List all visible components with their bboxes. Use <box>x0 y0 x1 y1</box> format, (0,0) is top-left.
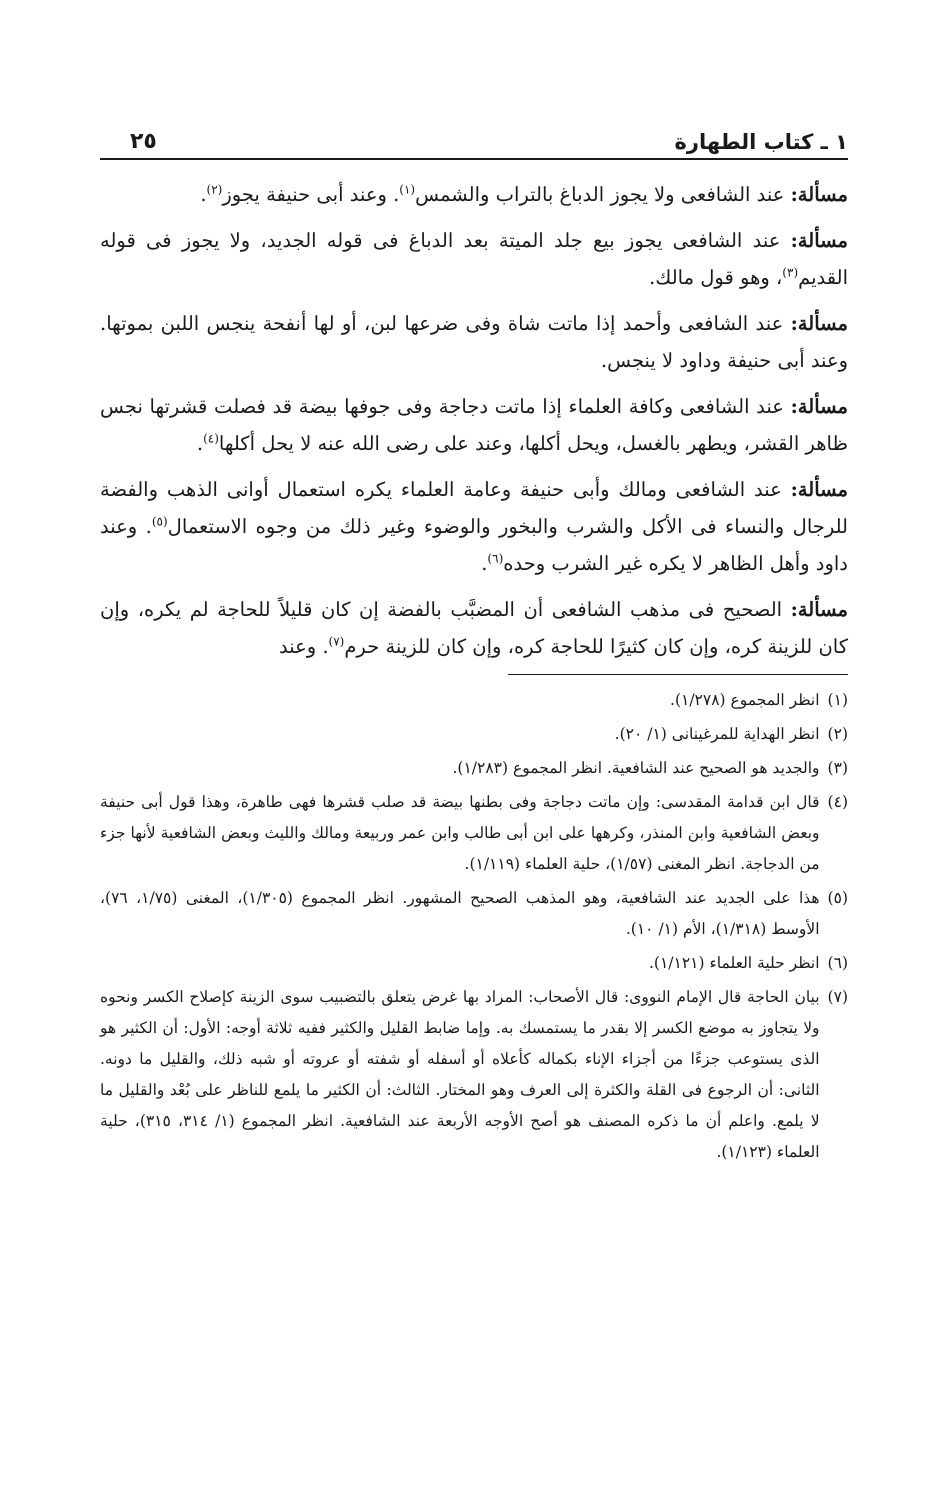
footnote <box>100 753 848 784</box>
paragraph <box>100 388 848 462</box>
footnote-number: (٣) <box>827 759 848 777</box>
footnote-ref[interactable]: (٧) <box>328 634 345 649</box>
footnote-text: هذا على الجديد عند الشافعية، وهو المذهب الصحيح المشهور. انظر المجموع (١/٣٠٥)، المغنى (١/٧٥، ٧٦)، الأوسط (١/٣١٨)، الأم (١/ ١٠). <box>100 889 820 938</box>
paragraph-text: الصحيح فى مذهب الشافعى أن المضبَّب بالفضة إن كان قليلاً للحاجة لم يكره، وإن كان للزينة كره، وإن كان كثيرًا للحاجة كره، وإن كان للزينة حرم <box>100 598 848 658</box>
paragraph-text: عند الشافعى يجوز بيع جلد الميتة بعد الدباغ فى قوله الجديد، ولا يجوز فى قوله القديم <box>100 229 848 289</box>
issue-label: مسألة: <box>790 183 848 206</box>
issue-label: مسألة: <box>790 598 848 621</box>
issue-label: مسألة: <box>790 312 848 335</box>
paragraph-text: عند الشافعى وأحمد إذا ماتت شاة وفى ضرعها لبن، أو لها أنفحة ينجس اللبن بموتها. وعند أبى حنيفة وداود لا ينجس. <box>100 312 848 372</box>
footnote <box>100 787 848 880</box>
footnote-divider <box>508 674 848 675</box>
paragraph <box>100 305 848 379</box>
footnote <box>100 982 848 1168</box>
footnote-number: (٤) <box>827 793 848 811</box>
footnote-ref[interactable]: (١) <box>399 182 416 197</box>
footnote-number: (١) <box>827 691 848 709</box>
paragraph-text: . وعند أبى حنيفة يجوز <box>222 183 400 206</box>
footnote-ref[interactable]: (٥) <box>151 514 168 529</box>
paragraph <box>100 471 848 582</box>
footnote-text: انظر حلية العلماء (١/١٢١). <box>649 954 820 972</box>
paragraph-text: ، وهو قول مالك. <box>649 266 783 289</box>
footnote-text: بيان الحاجة قال الإمام النووى: قال الأصحاب: المراد بها غرض يتعلق بالتضبيب سوى الزينة كإصلاح الكسر ونحوه ولا يتجاوز به موضع الكسر إلا بقدر ما يستمسك به. وإما ضابط القليل والكثير ففيه ثلاثة أوجه: الأول: أن الكثير هو الذى يستوعب جزءًا من أجزاء الإناء بكماله كأعلاه أو أسفله أو شفته أو عروته أو شبه ذلك، والقليل ما دونه. الثانى: أن الرجوع فى القلة والكثرة إلى العرف وهو المختار. الثالث: أن الكثير ما يلمع للناظر على بُعْد والقليل ما لا يلمع. واعلم أن ما ذكره المصنف هو أصح الأوجه الأربعة عند الشافعية. انظر المجموع (١/ ٣١٤، ٣١٥)، حلية العلماء (١/١٢٣). <box>100 988 820 1161</box>
issue-label: مسألة: <box>790 229 848 252</box>
page-number: ٢٥ <box>130 129 157 154</box>
footnote <box>100 883 848 945</box>
paragraph <box>100 176 848 213</box>
page-header <box>100 118 848 160</box>
footnote <box>100 948 848 979</box>
footnote-ref[interactable]: (٦) <box>487 551 504 566</box>
footnote-text: انظر المجموع (١/٢٧٨). <box>670 691 820 709</box>
footnote <box>100 719 848 750</box>
footnote-text: قال ابن قدامة المقدسى: وإن ماتت دجاجة وفى بطنها بيضة قد صلب قشرها فهى طاهرة، وهذا قول أبى حنيفة وبعض الشافعية وابن المنذر، وكرهها على ابن أبى طالب وابن عمر وربيعة ومالك والليث وبعض الشافعية لأنها جزء من الدجاجة. انظر المغنى (١/٥٧)، حلية العلماء (١/١١٩). <box>100 793 820 873</box>
footnotes <box>100 685 848 1168</box>
paragraph-text: عند الشافعى ومالك وأبى حنيفة وعامة العلماء يكره استعمال أوانى الذهب والفضة للرجال والنساء فى الأكل والشرب والبخور والوضوء وغير ذلك من وجوه الاستعمال <box>100 478 848 538</box>
paragraph-text: عند الشافعى وكافة العلماء إذا ماتت دجاجة وفى جوفها بيضة قد فصلت قشرتها نجس ظاهر القشر، ويطهر بالغسل، ويحل أكلها، وعند على رضى الله عنه لا يحل أكلها <box>100 395 848 455</box>
paragraph-text: . <box>481 552 488 575</box>
running-head: ١ ـ كتاب الطهارة <box>674 130 848 154</box>
paragraph-text: . <box>196 432 204 455</box>
main-text <box>100 176 848 665</box>
footnote <box>100 685 848 716</box>
footnote-text: انظر الهداية للمرغينانى (١/ ٢٠). <box>614 725 820 743</box>
paragraph <box>100 591 848 665</box>
footnote-text: والجديد هو الصحيح عند الشافعية. انظر المجموع (١/٢٨٣). <box>452 759 820 777</box>
footnote-ref[interactable]: (٤) <box>203 431 219 446</box>
footnote-ref[interactable]: (٢) <box>206 182 223 197</box>
footnote-number: (٥) <box>827 889 848 907</box>
footnote-number: (٦) <box>827 954 848 972</box>
footnote-number: (٢) <box>827 725 848 743</box>
paragraph-text: . وعند داود وأهل الظاهر لا يكره غير الشرب وحده <box>100 515 848 575</box>
issue-label: مسألة: <box>790 395 848 418</box>
book-page <box>100 118 848 1171</box>
issue-label: مسألة: <box>790 478 848 501</box>
footnote-number: (٧) <box>827 988 848 1006</box>
footnote-ref[interactable]: (٣) <box>782 265 799 280</box>
paragraph <box>100 222 848 296</box>
paragraph-text: عند الشافعى ولا يجوز الدباغ بالتراب والشمس <box>415 183 791 206</box>
paragraph-text: . وعند <box>278 635 329 658</box>
paragraph-text: . <box>200 183 207 206</box>
